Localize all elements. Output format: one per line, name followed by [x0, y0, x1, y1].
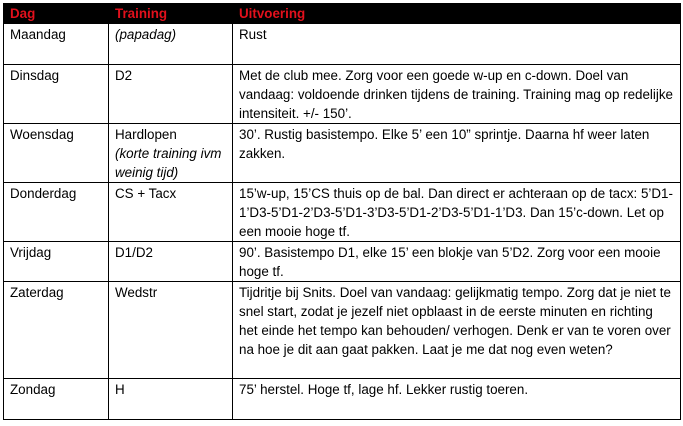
table-row — [4, 124, 681, 183]
execution-cell: Met de club mee. Zorg voor een goede w-up en c-down. Doel van vandaag: voldoende drinken tijdens de training. Training mag op redelijke intensiteit. +/- 150’. — [233, 65, 681, 124]
day-cell: Zaterdag — [4, 282, 109, 379]
table-row — [4, 379, 681, 420]
header-dag: Dag — [4, 4, 109, 24]
training-cell — [109, 282, 233, 379]
training-note: (papadag) — [115, 27, 177, 42]
day-cell: Donderdag — [4, 183, 109, 242]
execution-cell: Tijdritje bij Snits. Doel van vandaag: gelijkmatig tempo. Zorg dat je niet te snel start, zodat je jezelf niet opblaast in de eerste minuten en richting het einde het tempo kan behouden/ verhogen. Denk er van te voren over na hoe je dit aan gaat pakken. Laat je me dat nog even weten? — [233, 282, 681, 379]
table-row — [4, 24, 681, 65]
execution-cell: 15’w-up, 15’CS thuis op de bal. Dan direct er achteraan op de tacx: 5’D1-1’D3-5’D1-2’D3-5’D1-3’D3-5’D1-2’D3-5’D1-1’D3. Dan 15’c-down. Let op een mooie hoge tf. — [233, 183, 681, 242]
training-label: D2 — [115, 68, 133, 83]
table-row — [4, 242, 681, 282]
day-cell: Zondag — [4, 379, 109, 420]
table-row — [4, 183, 681, 242]
header-training: Training — [109, 4, 233, 24]
table-header-row — [4, 4, 681, 24]
day-cell: Woensdag — [4, 124, 109, 183]
table-row — [4, 65, 681, 124]
day-cell: Maandag — [4, 24, 109, 65]
training-cell — [109, 65, 233, 124]
execution-cell: 30’. Rustig basistempo. Elke 5’ een 10” sprintje. Daarna hf weer laten zakken. — [233, 124, 681, 183]
training-label: Wedstr — [115, 285, 158, 300]
training-label: CS + Tacx — [115, 186, 177, 201]
execution-cell: Rust — [233, 24, 681, 65]
day-cell: Dinsdag — [4, 65, 109, 124]
execution-cell: 75’ herstel. Hoge tf, lage hf. Lekker rustig toeren. — [233, 379, 681, 420]
day-cell: Vrijdag — [4, 242, 109, 282]
header-uitvoering: Uitvoering — [233, 4, 681, 24]
training-cell — [109, 379, 233, 420]
execution-cell: 90’. Basistempo D1, elke 15’ een blokje van 5’D2. Zorg voor een mooie hoge tf. — [233, 242, 681, 282]
training-cell — [109, 124, 233, 183]
training-cell — [109, 242, 233, 282]
training-cell — [109, 183, 233, 242]
training-cell — [109, 24, 233, 65]
training-label: Hardlopen — [115, 127, 177, 142]
training-label: D1/D2 — [115, 245, 153, 260]
training-schedule-table — [3, 3, 681, 420]
table-row — [4, 282, 681, 379]
training-note: (korte training ivm weinig tijd) — [115, 146, 222, 180]
training-label: H — [115, 382, 125, 397]
